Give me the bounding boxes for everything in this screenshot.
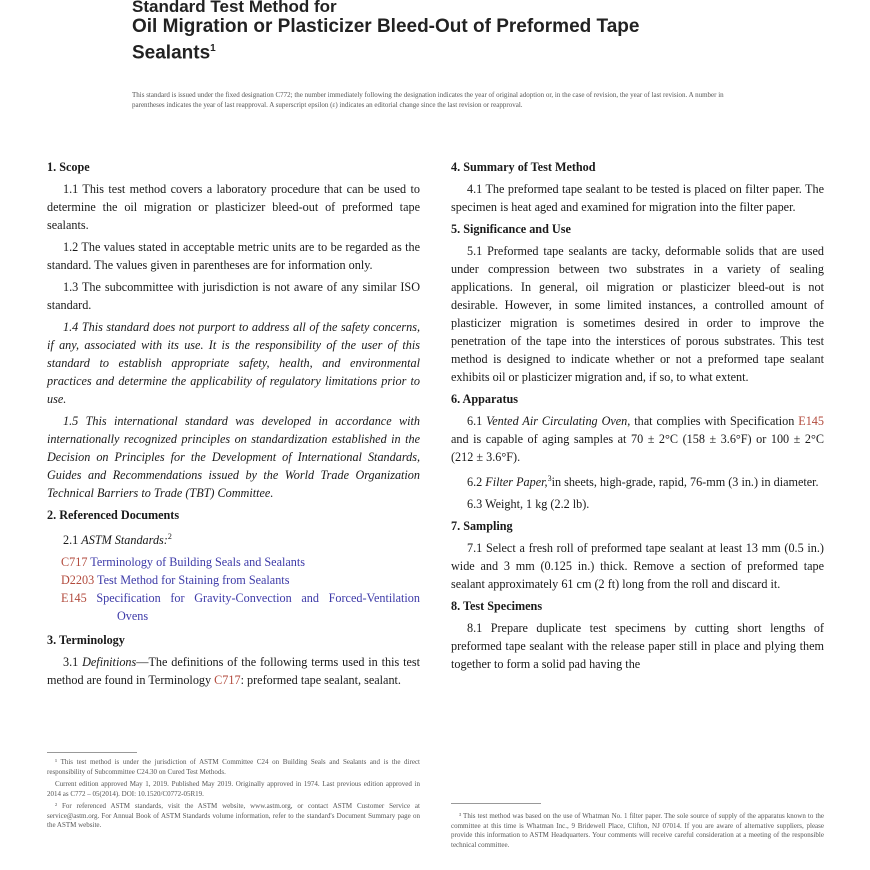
paragraph-6-1: 6.1 Vented Air Circulating Oven, that complies with Specification E145 and is capable of aging samples at 70 ± 2°C (158 ± 3.6°F) or 100 ± 2°C (212 ± 3.6°F). <box>451 414 824 464</box>
terminology-link-c717[interactable]: C717 <box>214 673 241 688</box>
section-heading-terminology: 3. Terminology <box>47 633 125 648</box>
paragraph-6-2: 6.2 Filter Paper,$^3$in sheets, high-grade, rapid, 76-mm (3 in.) in diameter. <box>467 474 819 490</box>
section-heading-summary: 4. Summary of Test Method <box>451 160 596 174</box>
footnote-1: ¹ This test method is under the jurisdiction of ASTM Committee C24 on Building Seals and Sealants and is the direct responsibility of Subcommittee C24.30 on Cured Test Methods. <box>47 758 420 776</box>
paragraph-3-1: 3.1 Definitions—The definitions of the following terms used in this test method are found in Terminology C717: preformed tape sealant, sealant. <box>47 655 421 688</box>
footnote-divider-right <box>451 803 541 804</box>
section-heading-apparatus: 6. Apparatus <box>451 392 519 406</box>
paragraph-5-1: 5.1 Preformed tape sealants are tacky, deformable solids that are used under compression between two substrates in a variety of sealing applications. In general, oil migration or plasticizer bleed-out is not desirable. However, in some limited instances, a controlled amount of plasticizer migration is sometimes desired in order to improve the penetration of the tape into the interstices of porous substrates. This test method is designed to indicate whether or not a preformed tape sealant exhibits oil or plasticizer migration and, if so, to what extent. <box>451 244 824 384</box>
title-line-2: Oil Migration or Plasticizer Bleed-Out of Preformed Tape <box>132 16 640 37</box>
footnote-divider-left <box>47 752 137 753</box>
right-column <box>451 158 824 677</box>
title-line-1: Standard Test Method for <box>132 0 337 16</box>
reference-d2203[interactable]: D2203 Test Method for Staining from Sealants <box>61 573 290 588</box>
footnote-2: ² For referenced ASTM standards, visit the ASTM website, www.astm.org, or contact ASTM Customer Service at service@astm.org. For Annual Book of ASTM Standards volume information, refer to the standard's Document Summary page on the ASTM website. <box>47 802 420 829</box>
section-heading-significance: 5. Significance and Use <box>451 222 571 236</box>
title-line-3: Sealants$^1$ <box>132 42 216 64</box>
designation-note: This standard is issued under the fixed designation C772; the number immediately following the designation indicates the year of original adoption or, in the case of revision, the year of last revision. A number in parentheses indicates the year of last reapproval. A superscript epsilon (ε) indicates an editorial change since the last revision or reapproval. <box>132 91 724 109</box>
paragraph-2-1: 2.1 ASTM Standards:$^2$ <box>63 532 172 548</box>
footnotes-left <box>47 758 420 834</box>
footnote-3: ³ This test method was based on the use of Whatman No. 1 filter paper. The sole source of supply of the apparatus known to the committee at this time is Whatman Inc., 9 Bridewell Place, Clifton, NJ 07014. If you are aware of alternative suppliers, please provide this information to ASTM Headquarters. Your comments will receive careful consideration at a meeting of the responsible technical committee. <box>451 812 824 849</box>
apparatus-link-e145[interactable]: E145 <box>798 414 824 428</box>
section-heading-referenced-documents: 2. Referenced Documents <box>47 508 180 522</box>
title-footnote-marker: 1 <box>210 43 216 54</box>
paragraph-8-1: 8.1 Prepare duplicate test specimens by cutting short lengths of preformed tape sealant with the release paper still in place and plying them together to form a solid pad having the <box>451 621 824 672</box>
paragraph-1-3: 1.3 The subcommittee with jurisdiction is not aware of any similar ISO standard. <box>47 280 420 312</box>
paragraph-7-1: 7.1 Select a fresh roll of preformed tape sealant at least 13 mm (0.5 in.) wide and 3 mm (0.125 in.) thick. Remove a section of preformed tape sealant approximately 61 cm (2 ft) long from the roll and discard it. <box>451 541 824 592</box>
section-heading-sampling: 7. Sampling <box>451 519 513 534</box>
reference-c717[interactable]: C717 Terminology of Building Seals and Sealants <box>61 555 306 570</box>
document-title <box>132 0 812 64</box>
paragraph-1-5: 1.5 This international standard was developed in accordance with internationally recognized principles on standardization established in the Decision on Principles for the Development of International Standards, Guides and Recommendations issued by the World Trade Organization Technical Barriers to Trade (TBT) Committee. <box>47 414 420 500</box>
left-column <box>47 158 420 693</box>
paragraph-1-2: 1.2 The values stated in acceptable metric units are to be regarded as the standard. The values given in parentheses are for information only. <box>47 240 420 272</box>
section-heading-scope: 1. Scope <box>47 160 90 174</box>
paragraph-4-1: 4.1 The preformed tape sealant to be tested is placed on filter paper. The specimen is heat aged and examined for migration into the filter paper. <box>451 182 824 214</box>
reference-e145[interactable]: E145 Specification for Gravity-Convection and Forced-Ventilation Ovens <box>61 591 420 624</box>
paragraph-1-4: 1.4 This standard does not purport to address all of the safety concerns, if any, associated with its use. It is the responsibility of the user of this standard to establish appropriate safety, health, and environmental practices and determine the applicability of regulatory limitations prior to use. <box>47 320 420 406</box>
footnote-1-edition: Current edition approved May 1, 2019. Published May 2019. Originally approved in 1974. Last previous edition approved in 2014 as C772 – 05(2014). DOI: 10.1520/C0772-05R19. <box>47 780 420 798</box>
paragraph-1-1: 1.1 This test method covers a laboratory procedure that can be used to determine the oil migration or plasticizer bleed-out of preformed tape sealants. <box>47 182 420 232</box>
section-heading-test-specimens: 8. Test Specimens <box>451 599 543 614</box>
paragraph-6-3: 6.3 Weight, 1 kg (2.2 lb). <box>467 497 590 512</box>
footnotes-right <box>451 812 824 853</box>
